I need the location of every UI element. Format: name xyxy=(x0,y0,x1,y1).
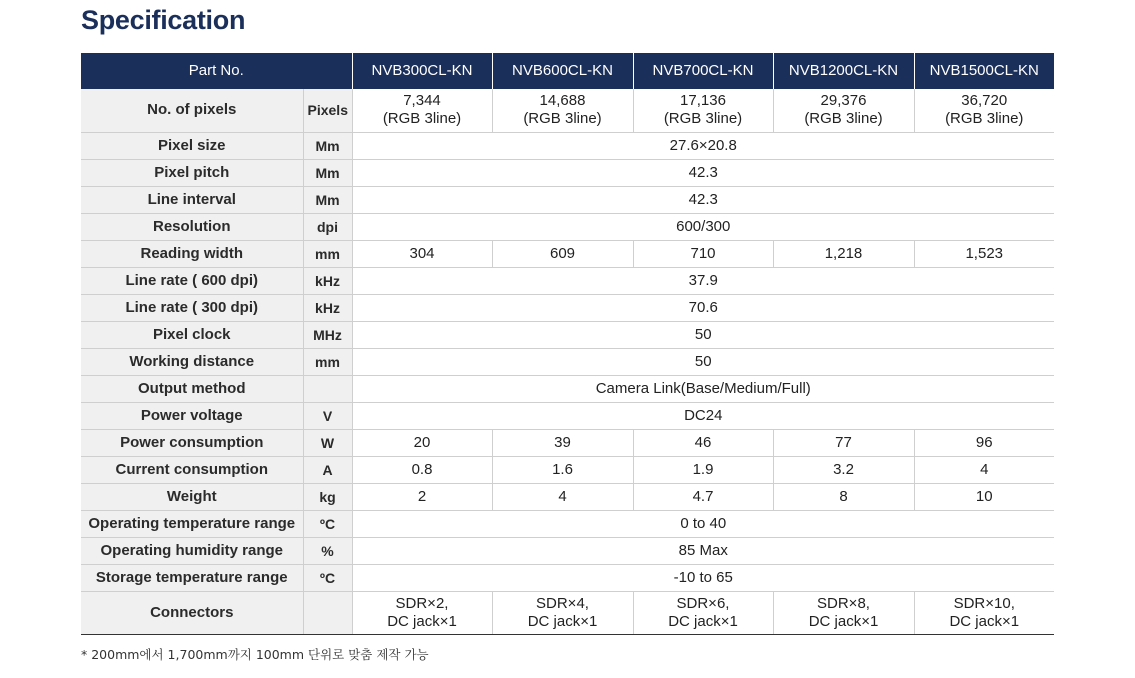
spec-name: Working distance xyxy=(81,348,303,375)
spec-value: 4 xyxy=(492,483,633,510)
table-row xyxy=(81,375,1054,402)
spec-value: 70.6 xyxy=(352,294,1054,321)
spec-unit: mm xyxy=(303,240,352,267)
table-row xyxy=(81,186,1054,213)
spec-unit: kHz xyxy=(303,267,352,294)
spec-unit: Pixels xyxy=(303,89,352,132)
spec-value: 304 xyxy=(352,240,492,267)
spec-value: 42.3 xyxy=(352,159,1054,186)
spec-value: 0.8 xyxy=(352,456,492,483)
model-header: NVB600CL-KN xyxy=(492,53,633,89)
spec-value: 1,523 xyxy=(914,240,1054,267)
model-header: NVB1500CL-KN xyxy=(914,53,1054,89)
table-row xyxy=(81,294,1054,321)
spec-value: 27.6×20.8 xyxy=(352,132,1054,159)
spec-value: 710 xyxy=(633,240,773,267)
spec-value: 39 xyxy=(492,429,633,456)
spec-unit: % xyxy=(303,537,352,564)
spec-value: 609 xyxy=(492,240,633,267)
spec-unit: kg xyxy=(303,483,352,510)
spec-name: Operating temperature range xyxy=(81,510,303,537)
table-row xyxy=(81,537,1054,564)
spec-value: 0 to 40 xyxy=(352,510,1054,537)
spec-value: 50 xyxy=(352,321,1054,348)
spec-value: 42.3 xyxy=(352,186,1054,213)
spec-value: 4.7 xyxy=(633,483,773,510)
spec-name: Current consumption xyxy=(81,456,303,483)
spec-value: 77 xyxy=(773,429,914,456)
spec-name: Output method xyxy=(81,375,303,402)
spec-value: 3.2 xyxy=(773,456,914,483)
model-header: NVB300CL-KN xyxy=(352,53,492,89)
spec-value: 600/300 xyxy=(352,213,1054,240)
spec-name: Storage temperature range xyxy=(81,564,303,591)
spec-value: 1,218 xyxy=(773,240,914,267)
spec-value: 29,376 (RGB 3line) xyxy=(773,89,914,132)
spec-value: 2 xyxy=(352,483,492,510)
spec-value: 36,720 (RGB 3line) xyxy=(914,89,1054,132)
table-header-row xyxy=(81,53,1054,89)
spec-name: Line interval xyxy=(81,186,303,213)
spec-value: 50 xyxy=(352,348,1054,375)
spec-name: Resolution xyxy=(81,213,303,240)
spec-unit: dpi xyxy=(303,213,352,240)
spec-name: Pixel size xyxy=(81,132,303,159)
table-row xyxy=(81,89,1054,132)
spec-name: Pixel pitch xyxy=(81,159,303,186)
specification-table xyxy=(81,53,1054,635)
spec-value: 37.9 xyxy=(352,267,1054,294)
footnote: * 200mm에서 1,700mm까지 100mm 단위로 맞춤 제작 가능 xyxy=(81,647,429,662)
spec-unit: mm xyxy=(303,348,352,375)
table-row xyxy=(81,483,1054,510)
spec-value: DC24 xyxy=(352,402,1054,429)
spec-name: Power consumption xyxy=(81,429,303,456)
table-row xyxy=(81,429,1054,456)
spec-name: Line rate ( 600 dpi) xyxy=(81,267,303,294)
spec-value: SDR×10, DC jack×1 xyxy=(914,591,1054,634)
page-title: Specification xyxy=(81,5,246,35)
model-header: NVB700CL-KN xyxy=(633,53,773,89)
spec-name: Pixel clock xyxy=(81,321,303,348)
spec-value: 17,136 (RGB 3line) xyxy=(633,89,773,132)
spec-value: SDR×4, DC jack×1 xyxy=(492,591,633,634)
table-row xyxy=(81,456,1054,483)
table-row xyxy=(81,402,1054,429)
spec-name: Reading width xyxy=(81,240,303,267)
table-row xyxy=(81,240,1054,267)
spec-value: Camera Link(Base/Medium/Full) xyxy=(352,375,1054,402)
spec-unit: ºC xyxy=(303,564,352,591)
spec-name: Weight xyxy=(81,483,303,510)
table-row xyxy=(81,321,1054,348)
spec-value: 4 xyxy=(914,456,1054,483)
table-row xyxy=(81,159,1054,186)
spec-unit: V xyxy=(303,402,352,429)
part-no-header: Part No. xyxy=(81,53,352,89)
table-row xyxy=(81,591,1054,634)
table-row xyxy=(81,564,1054,591)
spec-value: 7,344 (RGB 3line) xyxy=(352,89,492,132)
spec-name: No. of pixels xyxy=(81,89,303,132)
spec-name: Operating humidity range xyxy=(81,537,303,564)
spec-value: 1.9 xyxy=(633,456,773,483)
spec-value: 85 Max xyxy=(352,537,1054,564)
spec-value: 1.6 xyxy=(492,456,633,483)
spec-unit: A xyxy=(303,456,352,483)
spec-unit: W xyxy=(303,429,352,456)
table-row xyxy=(81,510,1054,537)
spec-value: -10 to 65 xyxy=(352,564,1054,591)
spec-value: 96 xyxy=(914,429,1054,456)
table-row xyxy=(81,348,1054,375)
spec-name: Connectors xyxy=(81,591,303,634)
spec-value: 8 xyxy=(773,483,914,510)
spec-value: 46 xyxy=(633,429,773,456)
spec-unit: Mm xyxy=(303,186,352,213)
spec-unit: Mm xyxy=(303,159,352,186)
spec-unit xyxy=(303,591,352,634)
spec-value: SDR×6, DC jack×1 xyxy=(633,591,773,634)
model-header: NVB1200CL-KN xyxy=(773,53,914,89)
spec-value: 10 xyxy=(914,483,1054,510)
spec-unit: ºC xyxy=(303,510,352,537)
spec-unit: Mm xyxy=(303,132,352,159)
table-row xyxy=(81,132,1054,159)
spec-unit: kHz xyxy=(303,294,352,321)
spec-name: Line rate ( 300 dpi) xyxy=(81,294,303,321)
spec-name: Power voltage xyxy=(81,402,303,429)
spec-unit: MHz xyxy=(303,321,352,348)
spec-value: SDR×2, DC jack×1 xyxy=(352,591,492,634)
table-row xyxy=(81,213,1054,240)
spec-value: 14,688 (RGB 3line) xyxy=(492,89,633,132)
spec-unit xyxy=(303,375,352,402)
table-row xyxy=(81,267,1054,294)
spec-value: SDR×8, DC jack×1 xyxy=(773,591,914,634)
spec-value: 20 xyxy=(352,429,492,456)
